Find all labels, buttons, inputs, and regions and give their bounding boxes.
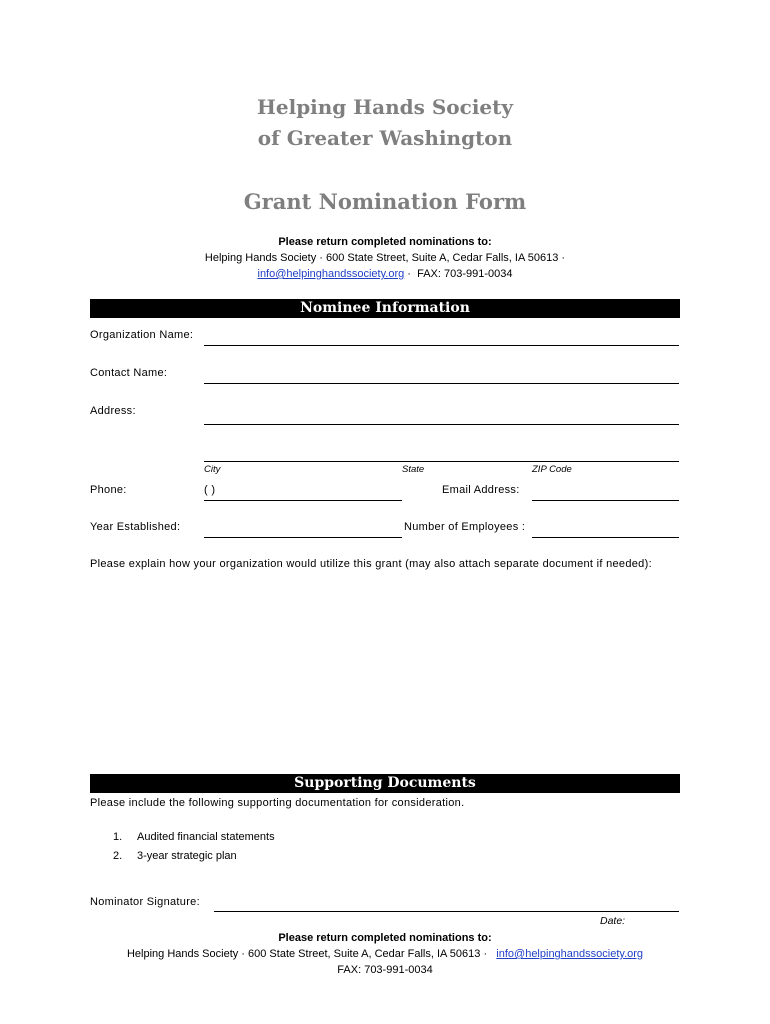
header-email-separator: · bbox=[404, 268, 411, 280]
list-item-number: 1. bbox=[113, 831, 123, 843]
header-email-link[interactable]: info@helpinghandssociety.org bbox=[257, 268, 405, 280]
year-established-label: Year Established: bbox=[90, 521, 181, 533]
nominee-section-header: Nominee Information bbox=[90, 299, 680, 318]
state-sublabel: State bbox=[402, 464, 425, 475]
contact-name-label: Contact Name: bbox=[90, 367, 168, 379]
list-item bbox=[113, 831, 275, 843]
nominator-signature-field[interactable] bbox=[214, 911, 679, 912]
year-established-field[interactable] bbox=[204, 537, 402, 538]
footer-email-link[interactable]: info@helpinghandssociety.org bbox=[496, 948, 644, 960]
return-instructions: Please return completed nominations to: bbox=[278, 236, 492, 248]
email-address-field[interactable] bbox=[532, 500, 679, 501]
form-title: Grant Nomination Form bbox=[243, 189, 527, 214]
organization-name-field[interactable] bbox=[204, 345, 679, 346]
phone-area-code: ( ) bbox=[204, 484, 216, 496]
email-address-label: Email Address: bbox=[442, 484, 520, 496]
grant-usage-answer-area[interactable] bbox=[90, 576, 680, 766]
date-label: Date: bbox=[600, 915, 626, 927]
footer-return-instructions: Please return completed nominations to: bbox=[278, 932, 492, 944]
header-contact-line bbox=[0, 268, 770, 280]
number-of-employees-label: Number of Employees : bbox=[404, 521, 526, 533]
city-sublabel: City bbox=[204, 464, 221, 475]
footer-address-line bbox=[0, 948, 770, 960]
zip-sublabel: ZIP Code bbox=[532, 464, 572, 475]
list-item-text: Audited financial statements bbox=[137, 831, 275, 843]
list-item bbox=[113, 850, 237, 862]
contact-name-field[interactable] bbox=[204, 383, 679, 384]
footer-address: Helping Hands Society · 600 State Street, Suite A, Cedar Falls, IA 50613 · bbox=[126, 948, 488, 960]
organization-name-label: Organization Name: bbox=[90, 329, 194, 341]
supporting-section-header: Supporting Documents bbox=[90, 774, 680, 793]
address-label: Address: bbox=[90, 405, 136, 417]
address-city-state-zip-field[interactable] bbox=[204, 461, 679, 462]
number-of-employees-field[interactable] bbox=[532, 537, 679, 538]
address-street-field[interactable] bbox=[204, 424, 679, 425]
grant-usage-prompt: Please explain how your organization would utilize this grant (may also attach separate document if needed): bbox=[90, 558, 652, 570]
phone-label: Phone: bbox=[90, 484, 127, 496]
org-title-line2: of Greater Washington bbox=[257, 126, 513, 150]
list-item-text: 3-year strategic plan bbox=[137, 850, 237, 862]
list-item-number: 2. bbox=[113, 850, 123, 862]
nominator-signature-label: Nominator Signature: bbox=[90, 896, 200, 908]
supporting-intro: Please include the following supporting documentation for consideration. bbox=[90, 797, 465, 809]
header-fax: FAX: 703-991-0034 bbox=[417, 268, 513, 280]
footer-fax: FAX: 703-991-0034 bbox=[337, 964, 433, 976]
phone-field[interactable] bbox=[204, 500, 402, 501]
org-title-line1: Helping Hands Society bbox=[256, 95, 514, 119]
header-address: Helping Hands Society · 600 State Street, Suite A, Cedar Falls, IA 50613 · bbox=[204, 252, 566, 264]
